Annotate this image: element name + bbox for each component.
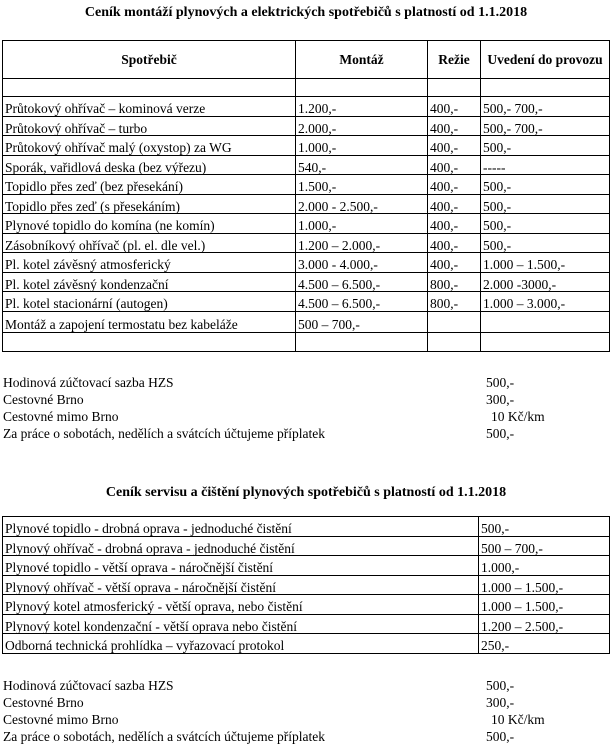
installation-cell: 1.000,-	[296, 214, 428, 234]
fee-value: 500,-	[486, 729, 515, 744]
overhead-cell: 400,-	[428, 175, 481, 195]
fees-block-installation	[3, 376, 603, 444]
installation-cell: 500 – 700,-	[296, 311, 428, 332]
table-row	[3, 155, 610, 175]
fee-row	[3, 410, 603, 427]
table-row	[3, 253, 610, 273]
commissioning-cell: 1.000 – 1.500,-	[481, 253, 610, 273]
table-row	[3, 214, 610, 234]
overhead-cell: 400,-	[428, 194, 481, 214]
fee-row	[3, 427, 603, 444]
installation-cell: 1.500,-	[296, 175, 428, 195]
fee-value: 500,-	[486, 375, 515, 390]
fee-row	[3, 713, 603, 730]
installation-cell	[296, 332, 428, 351]
fee-value: 300,-	[486, 392, 515, 407]
commissioning-cell: 500,-	[481, 214, 610, 234]
appliance-cell: Průtokový ohřívač – turbo	[3, 116, 296, 136]
commissioning-cell: 500,- 700,-	[481, 116, 610, 136]
commissioning-cell: 500,-	[481, 194, 610, 214]
table-row	[3, 97, 610, 117]
table-row	[3, 194, 610, 214]
appliance-cell	[3, 332, 296, 351]
fee-value: 500,-	[486, 678, 515, 693]
table-row	[3, 595, 610, 615]
price-cell: 1.000 – 1.500,-	[479, 575, 610, 595]
fee-row	[3, 393, 603, 410]
service-cell: Plynový ohřívač - větší oprava - náročnější čistění	[3, 575, 479, 595]
commissioning-cell: 500,-	[481, 175, 610, 195]
price-cell: 1.200 – 2.500,-	[479, 614, 610, 634]
commissioning-cell: 500,- 700,-	[481, 97, 610, 117]
installation-cell: 2.000 - 2.500,-	[296, 194, 428, 214]
overhead-cell: 400,-	[428, 97, 481, 117]
price-list-title-installation: Ceník montáží plynových a elektrických spotřebičů s platností od 1.1.2018	[84, 5, 528, 20]
table-row	[3, 311, 610, 332]
table-row	[3, 332, 610, 351]
table-row	[3, 614, 610, 634]
commissioning-cell: 500,-	[481, 233, 610, 253]
fee-label: Hodinová zúčtovací sazba HZS	[3, 375, 174, 390]
fee-row	[3, 376, 603, 393]
table-row	[3, 136, 610, 156]
appliance-cell: Pl. kotel stacionární (autogen)	[3, 292, 296, 312]
service-cell: Plynový kotel atmosferický - větší oprava, nebo čistění	[3, 595, 479, 615]
overhead-cell: 800,-	[428, 292, 481, 312]
fee-label: Cestovné mimo Brno	[3, 712, 119, 727]
appliance-cell: Pl. kotel závěsný atmosferický	[3, 253, 296, 273]
appliance-cell: Sporák, vařidlová deska (bez výřezu)	[3, 155, 296, 175]
commissioning-cell	[481, 311, 610, 332]
table-row	[3, 536, 610, 556]
fee-label: Cestovné Brno	[3, 695, 84, 710]
installation-cell: 1.200,-	[296, 97, 428, 117]
column-header-installation: Montáž	[296, 41, 428, 79]
commissioning-cell: 1.000 – 3.000,-	[481, 292, 610, 312]
installation-cell: 2.000,-	[296, 116, 428, 136]
overhead-cell	[428, 332, 481, 351]
commissioning-cell	[481, 79, 610, 97]
installation-cell	[296, 79, 428, 97]
overhead-cell: 400,-	[428, 155, 481, 175]
fee-row	[3, 730, 603, 747]
table-row	[3, 175, 610, 195]
commissioning-cell: 2.000 -3000,-	[481, 272, 610, 292]
fee-label: Za práce o sobotách, nedělích a svátcích účtujeme příplatek	[3, 426, 325, 441]
installation-cell: 4.500 – 6.500,-	[296, 292, 428, 312]
price-cell: 500,-	[479, 517, 610, 537]
fee-value: 10 Kč/km	[491, 409, 545, 424]
table-row	[3, 575, 610, 595]
overhead-cell: 800,-	[428, 272, 481, 292]
fee-value: 500,-	[486, 426, 515, 441]
table-row	[3, 634, 610, 654]
overhead-cell: 400,-	[428, 253, 481, 273]
overhead-cell	[428, 311, 481, 332]
appliance-cell: Plynové topidlo do komína (ne komín)	[3, 214, 296, 234]
service-cell: Plynové topidlo - větší oprava - náročnější čistění	[3, 556, 479, 576]
appliance-cell: Průtokový ohřívač – kominová verze	[3, 97, 296, 117]
service-cell: Plynové topidlo - drobná oprava - jednoduché čistění	[3, 517, 479, 537]
appliance-cell: Zásobníkový ohřívač (pl. el. dle vel.)	[3, 233, 296, 253]
table-row	[3, 517, 610, 537]
fee-label: Cestovné Brno	[3, 392, 84, 407]
service-cell: Plynový ohřívač - drobná oprava - jednoduché čistění	[3, 536, 479, 556]
installation-cell: 1.200 – 2.000,-	[296, 233, 428, 253]
price-cell: 1.000,-	[479, 556, 610, 576]
appliance-cell: Pl. kotel závěsný kondenzační	[3, 272, 296, 292]
fee-value: 10 Kč/km	[491, 712, 545, 727]
table-header-row	[3, 41, 610, 79]
fee-label: Za práce o sobotách, nedělích a svátcích účtujeme příplatek	[3, 729, 325, 744]
price-list-title-service: Ceník servisu a čištění plynových spotřebičů s platností od 1.1.2018	[105, 485, 507, 500]
fee-label: Cestovné mimo Brno	[3, 409, 119, 424]
service-price-table	[2, 516, 610, 654]
price-cell: 1.000 – 1.500,-	[479, 595, 610, 615]
installation-price-table	[2, 40, 610, 352]
appliance-cell: Topidlo přes zeď (s přesekáním)	[3, 194, 296, 214]
fees-block-service	[3, 679, 603, 747]
column-header-overhead: Režie	[428, 41, 481, 79]
column-header-commissioning: Uvedení do provozu	[481, 41, 610, 79]
installation-cell: 4.500 – 6.500,-	[296, 272, 428, 292]
installation-cell: 3.000 - 4.000,-	[296, 253, 428, 273]
overhead-cell: 400,-	[428, 116, 481, 136]
appliance-cell: Montáž a zapojení termostatu bez kabeláže	[3, 311, 296, 332]
service-cell: Plynový kotel kondenzační - větší oprava nebo čistění	[3, 614, 479, 634]
fee-row	[3, 696, 603, 713]
price-cell: 500 – 700,-	[479, 536, 610, 556]
commissioning-cell: 500,-	[481, 136, 610, 156]
overhead-cell: 400,-	[428, 136, 481, 156]
column-header-appliance: Spotřebič	[3, 41, 296, 79]
fee-label: Hodinová zúčtovací sazba HZS	[3, 678, 174, 693]
fee-row	[3, 679, 603, 696]
installation-cell: 1.000,-	[296, 136, 428, 156]
table-row	[3, 233, 610, 253]
appliance-cell: Průtokový ohřívač malý (oxystop) za WG	[3, 136, 296, 156]
overhead-cell: 400,-	[428, 233, 481, 253]
overhead-cell: 400,-	[428, 214, 481, 234]
table-row	[3, 556, 610, 576]
table-row	[3, 79, 610, 97]
table-row	[3, 292, 610, 312]
overhead-cell	[428, 79, 481, 97]
appliance-cell	[3, 79, 296, 97]
installation-cell: 540,-	[296, 155, 428, 175]
service-cell: Odborná technická prohlídka – vyřazovací protokol	[3, 634, 479, 654]
commissioning-cell	[481, 332, 610, 351]
price-cell: 250,-	[479, 634, 610, 654]
commissioning-cell: -----	[481, 155, 610, 175]
table-row	[3, 272, 610, 292]
fee-value: 300,-	[486, 695, 515, 710]
table-row	[3, 116, 610, 136]
appliance-cell: Topidlo přes zeď (bez přesekání)	[3, 175, 296, 195]
